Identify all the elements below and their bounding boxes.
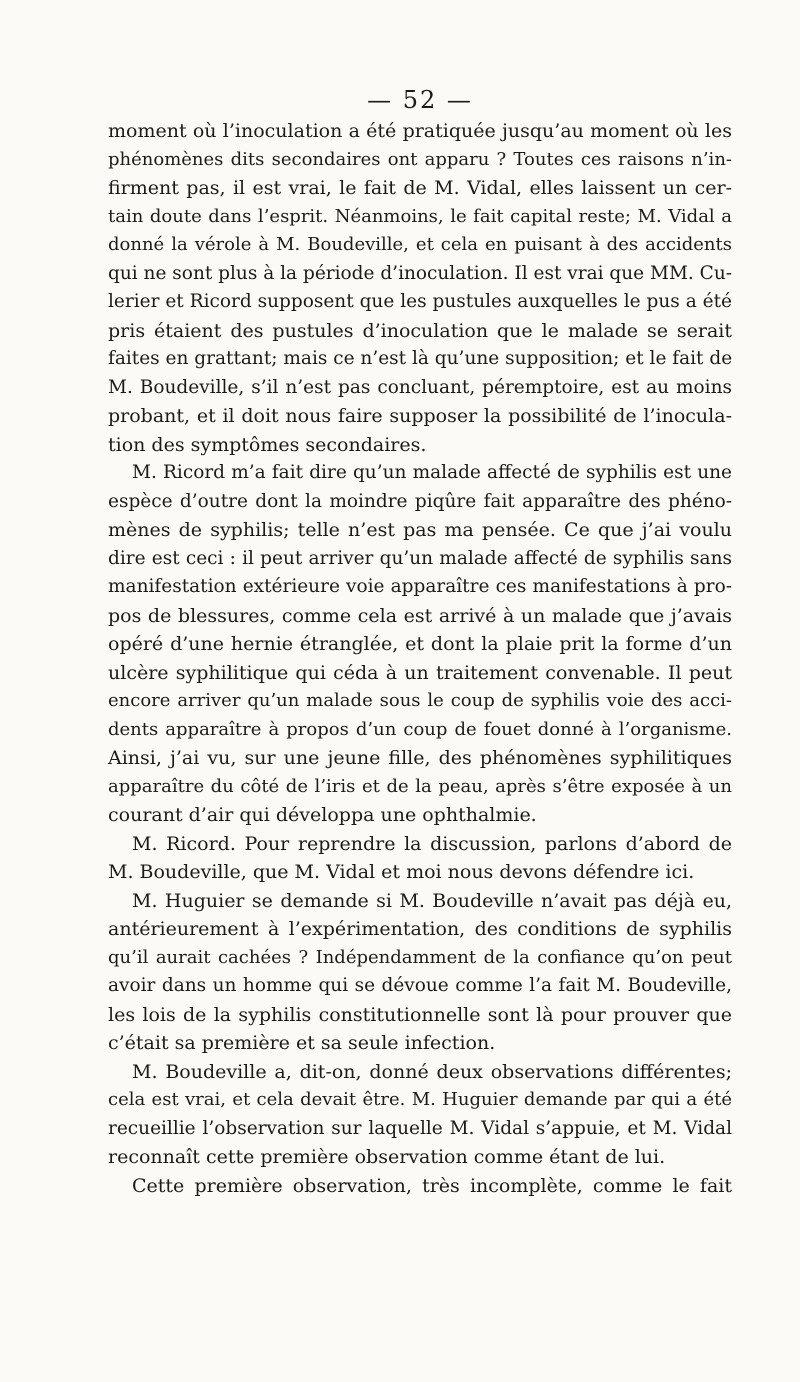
text-line: recueillie l’observation sur laquelle M. Vidal s’appuie, et M. Vidal <box>108 1117 732 1139</box>
text-line: apparaître du côté de l’iris et de la peau, après s’être exposée à un <box>108 775 732 797</box>
text-line: avoir dans un homme qui se dévoue comme l’a fait M. Boudeville, <box>108 975 732 996</box>
text-line: ulcère syphilitique qui céda à un traitement convenable. Il peut <box>108 661 732 684</box>
text-line: reconnaît cette première observation comme étant de lui. <box>108 1146 666 1168</box>
body-text <box>108 117 732 1200</box>
text-line: mènes de syphilis; telle n’est pas ma pensée. Ce que j’ai voulu <box>108 519 732 541</box>
text-line: qui ne sont plus à la période d’inoculation. Il est vrai que MM. Cu- <box>108 262 732 284</box>
paragraph-start: Cette première observation, très incomplète, comme le fait <box>132 1174 732 1197</box>
text-line: tain doute dans l’esprit. Néanmoins, le fait capital reste; M. Vidal a <box>108 205 732 227</box>
text-line: tion des symptômes secondaires. <box>108 433 427 456</box>
text-line: M. Boudeville, que M. Vidal et moi nous devons défendre ici. <box>108 861 695 883</box>
text-line: probant, et il doit nous faire supposer la possibilité de l’inocula- <box>108 405 732 427</box>
text-line: moment où l’inoculation a été pratiquée jusqu’au moment où les <box>108 120 732 142</box>
text-line: pos de blessures, comme cela est arrivé à un malade que j’avais <box>108 604 732 627</box>
paragraph-start: M. Ricord. Pour reprendre la discussion, parlons d’abord de <box>132 832 732 855</box>
text-line: les lois de la syphilis constitutionnelle sont là pour prouver que <box>108 1003 732 1026</box>
text-line: courant d’air qui développa une ophthalmie. <box>108 804 537 826</box>
text-line: qu’il aurait cachées ? Indépendamment de la confiance qu’on peut <box>108 946 732 968</box>
text-line: donné la vérole à M. Boudeville, et cela en puisant à des accidents <box>108 234 732 255</box>
text-line: opéré d’une hernie étranglée, et dont la plaie prit la forme d’un <box>108 633 732 655</box>
text-line: Ainsi, j’ai vu, sur une jeune fille, des phénomènes syphilitiques <box>108 747 732 769</box>
text-line: manifestation extérieure voie apparaître ces manifestations à pro- <box>108 576 732 597</box>
text-line: dire est ceci : il peut arriver qu’un malade affecté de syphilis sans <box>108 547 732 569</box>
text-line: espèce d’outre dont la moindre piqûre fait apparaître des phéno- <box>108 490 732 512</box>
text-line: pris étaient des pustules d’inoculation que le malade se serait <box>108 319 732 342</box>
paragraph-start: M. Ricord m’a fait dire qu’un malade affecté de syphilis est une <box>132 462 732 483</box>
paragraph-start: M. Huguier se demande si M. Boudeville n’avait pas déjà eu, <box>132 889 732 912</box>
text-line: phénomènes dits secondaires ont apparu ? Toutes ces raisons n’in- <box>108 148 732 170</box>
text-line: faites en grattant; mais ce n’est là qu’une supposition; et le fait de <box>108 348 733 369</box>
paragraph-start: M. Boudeville a, dit-on, donné deux observations différentes; <box>132 1060 732 1083</box>
text-line: antérieurement à l’expérimentation, des conditions de syphilis <box>108 918 732 940</box>
text-line: encore arriver qu’un malade sous le coup de syphilis voie des acci- <box>108 690 732 711</box>
text-line: lerier et Ricord supposent que les pustules auxquelles le pus a été <box>108 291 732 312</box>
text-line: firment pas, il est vrai, le fait de M. Vidal, elles laissent un cer- <box>108 177 732 199</box>
text-line: cela est vrai, et cela devait être. M. Huguier demande par qui a été <box>108 1089 732 1110</box>
text-line: c’était sa première et sa seule infection. <box>108 1032 496 1054</box>
text-line: dents apparaître à propos d’un coup de fouet donné à l’organisme. <box>108 718 732 740</box>
text-line: M. Boudeville, s’il n’est pas concluant, péremptoire, est au moins <box>108 376 732 398</box>
page-number: — 52 — <box>367 86 473 114</box>
